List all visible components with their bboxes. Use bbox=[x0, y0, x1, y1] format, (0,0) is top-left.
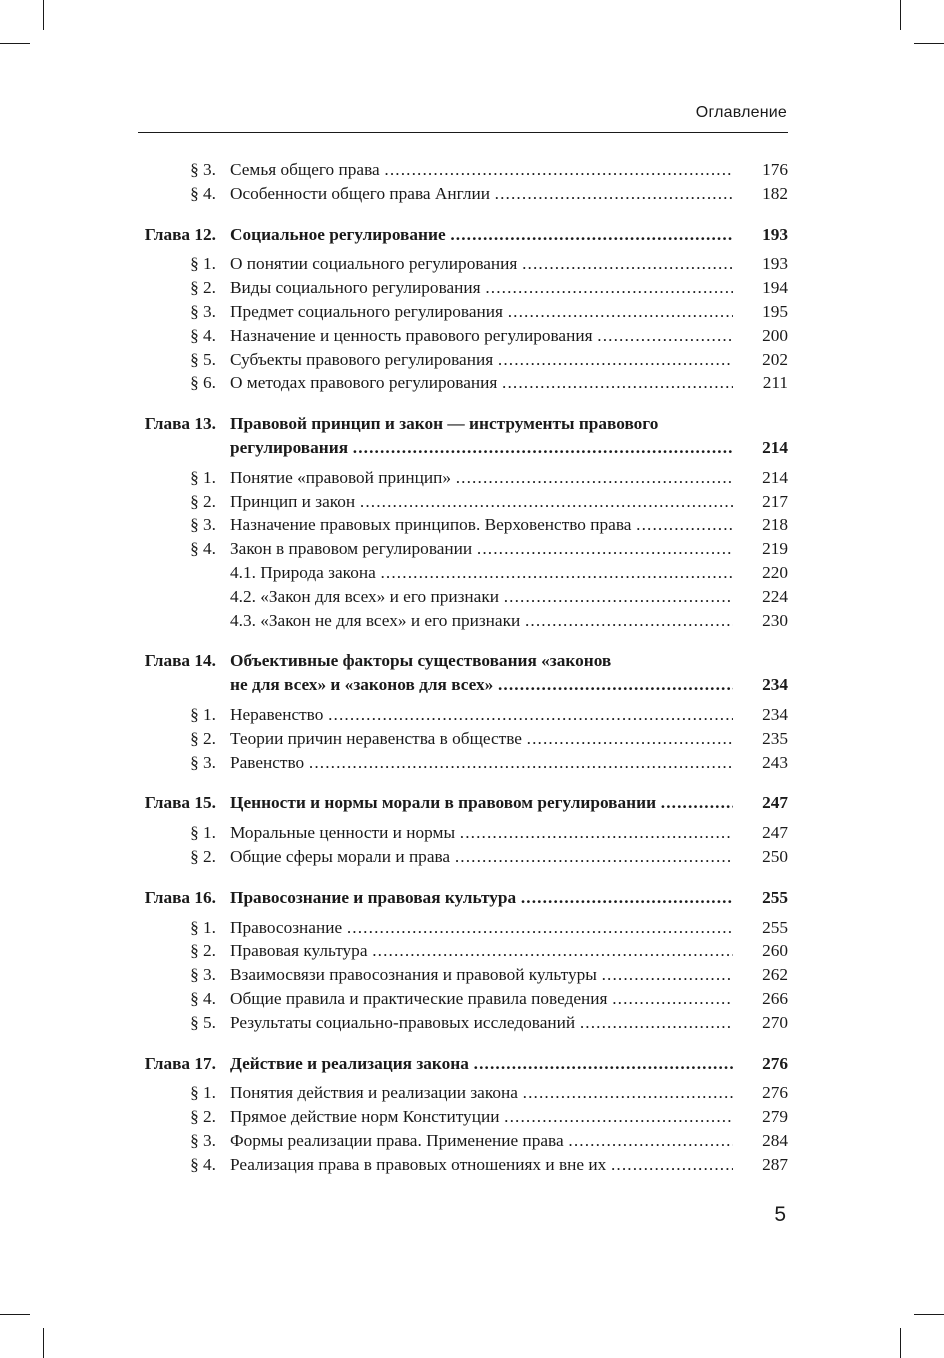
entry-title-text: Ценности и нормы морали в правовом регулировании bbox=[230, 793, 657, 813]
toc-chapter-entry[interactable] bbox=[138, 649, 788, 673]
page-ref: 195 bbox=[762, 301, 788, 321]
toc-chapter-entry[interactable] bbox=[138, 223, 788, 247]
section-number: § 4. bbox=[190, 1154, 216, 1174]
section-number: § 4. bbox=[190, 325, 216, 345]
section-number: § 3. bbox=[190, 752, 216, 772]
section-number: § 1. bbox=[190, 254, 216, 274]
page-number: 5 bbox=[774, 1203, 786, 1226]
page-ref: 287 bbox=[762, 1154, 788, 1174]
entry-title bbox=[230, 371, 733, 395]
entry-title bbox=[230, 252, 733, 276]
toc-section-entry[interactable] bbox=[138, 158, 788, 182]
entry-title bbox=[230, 1105, 733, 1129]
entry-title-text: Равенство bbox=[230, 752, 305, 772]
page-ref: 194 bbox=[762, 278, 788, 298]
entry-title bbox=[230, 963, 733, 987]
entry-title-text: Действие и реализация закона bbox=[230, 1053, 469, 1073]
crop-mark bbox=[0, 43, 30, 44]
chapter-title-text: Объективные факторы существования «законов bbox=[230, 651, 612, 671]
page-ref: 219 bbox=[762, 539, 788, 559]
section-number: § 3. bbox=[190, 515, 216, 535]
entry-title-text: Прямое действие норм Конституции bbox=[230, 1107, 500, 1127]
toc-section-entry[interactable] bbox=[138, 703, 788, 727]
running-head: Оглавление bbox=[695, 104, 787, 121]
section-number: § 3. bbox=[190, 301, 216, 321]
table-of-contents bbox=[138, 158, 788, 1176]
entry-title-text: Семья общего права bbox=[230, 160, 380, 179]
entry-title-text: Виды социального регулирования bbox=[230, 278, 481, 298]
entry-title-text: Социальное регулирование bbox=[230, 224, 446, 244]
section-number: § 2. bbox=[190, 728, 216, 748]
toc-section-entry[interactable] bbox=[138, 276, 788, 300]
chapter-title-line1 bbox=[230, 649, 733, 673]
entry-title-text: Взаимосвязи правосознания и правовой культуры bbox=[230, 965, 597, 985]
page-ref: 214 bbox=[762, 467, 788, 487]
crop-mark bbox=[43, 0, 44, 30]
page-ref: 266 bbox=[762, 988, 788, 1008]
entry-title bbox=[230, 916, 733, 940]
entry-title-text: Закон в правовом регулировании bbox=[230, 539, 473, 559]
toc-section-entry[interactable] bbox=[138, 324, 788, 348]
entry-title-text: 4.2. «Закон для всех» и его признаки bbox=[230, 586, 499, 606]
chapter-title-line1 bbox=[230, 412, 733, 436]
chapter-title-text: не для всех» и «законов для всех» bbox=[230, 675, 494, 695]
entry-title-text: О понятии социального регулирования bbox=[230, 254, 518, 274]
section-number: § 5. bbox=[190, 1012, 216, 1032]
crop-mark bbox=[0, 1314, 30, 1315]
toc-chapter-entry[interactable] bbox=[138, 412, 788, 436]
toc-chapter-entry-cont[interactable] bbox=[138, 673, 788, 697]
chapter-title-line2 bbox=[230, 436, 733, 460]
entry-title bbox=[230, 585, 733, 609]
page-ref: 247 bbox=[762, 793, 788, 813]
toc-section-entry[interactable] bbox=[138, 751, 788, 775]
entry-title-text: Правовая культура bbox=[230, 941, 368, 961]
section-number: § 3. bbox=[190, 160, 216, 179]
toc-section-entry[interactable] bbox=[138, 300, 788, 324]
entry-title bbox=[230, 1011, 733, 1035]
entry-title-text: 4.1. Природа закона bbox=[230, 562, 376, 582]
entry-title bbox=[230, 1081, 733, 1105]
page-ref: 279 bbox=[762, 1107, 788, 1127]
entry-title bbox=[230, 1052, 733, 1076]
page-ref: 262 bbox=[762, 965, 788, 985]
entry-title-text: Правосознание bbox=[230, 917, 343, 937]
page-ref: 235 bbox=[762, 728, 788, 748]
entry-title-text: Неравенство bbox=[230, 704, 324, 724]
toc-subsection-entry[interactable] bbox=[138, 609, 788, 633]
entry-title bbox=[230, 158, 733, 182]
entry-title bbox=[230, 223, 733, 247]
section-number: § 2. bbox=[190, 941, 216, 961]
section-number: § 4. bbox=[190, 183, 216, 203]
entry-title bbox=[230, 182, 733, 206]
entry-title bbox=[230, 300, 733, 324]
toc-chapter-entry[interactable] bbox=[138, 886, 788, 910]
section-number: § 5. bbox=[190, 349, 216, 369]
page-ref: 217 bbox=[762, 491, 788, 511]
section-number: § 2. bbox=[190, 278, 216, 298]
toc-section-entry[interactable] bbox=[138, 845, 788, 869]
chapter-number: Глава 17. bbox=[144, 1053, 216, 1073]
entry-title-text: Назначение и ценность правового регулирования bbox=[230, 325, 593, 345]
page-ref: 202 bbox=[762, 349, 788, 369]
page-ref: 247 bbox=[762, 823, 788, 843]
toc-section-entry[interactable] bbox=[138, 821, 788, 845]
page-ref: 214 bbox=[762, 437, 788, 457]
page-ref: 182 bbox=[762, 183, 788, 203]
chapter-title-text: Правовой принцип и закон — инструменты правового bbox=[230, 414, 659, 434]
page-ref: 218 bbox=[762, 515, 788, 535]
entry-title bbox=[230, 751, 733, 775]
entry-title-text: Результаты социально-правовых исследований bbox=[230, 1012, 576, 1032]
crop-mark bbox=[900, 1328, 901, 1358]
entry-title-text: Понятия действия и реализации закона bbox=[230, 1083, 518, 1103]
toc-section-entry[interactable] bbox=[138, 1081, 788, 1105]
entry-title bbox=[230, 1129, 733, 1153]
toc-section-entry[interactable] bbox=[138, 466, 788, 490]
section-number: § 1. bbox=[190, 467, 216, 487]
section-number: § 1. bbox=[190, 823, 216, 843]
toc-chapter-entry[interactable] bbox=[138, 1052, 788, 1076]
page-ref: 211 bbox=[762, 373, 788, 393]
toc-section-entry[interactable] bbox=[138, 916, 788, 940]
entry-title-text: Формы реализации права. Применение права bbox=[230, 1130, 564, 1150]
entry-title bbox=[230, 987, 733, 1011]
chapter-number: Глава 12. bbox=[144, 224, 216, 244]
entry-title bbox=[230, 703, 733, 727]
section-number: § 1. bbox=[190, 1083, 216, 1103]
toc-section-entry[interactable] bbox=[138, 1011, 788, 1035]
entry-title bbox=[230, 727, 733, 751]
entry-title bbox=[230, 537, 733, 561]
entry-title-text: Принцип и закон bbox=[230, 491, 356, 511]
entry-title-text: Общие сферы морали и права bbox=[230, 846, 451, 866]
chapter-title-text: регулирования bbox=[230, 437, 349, 457]
section-number: § 1. bbox=[190, 917, 216, 937]
toc-section-entry[interactable] bbox=[138, 939, 788, 963]
toc-section-entry[interactable] bbox=[138, 537, 788, 561]
entry-title-text: Субъекты правового регулирования bbox=[230, 349, 494, 369]
toc-section-entry[interactable] bbox=[138, 513, 788, 537]
entry-title-text: Предмет социального регулирования bbox=[230, 301, 503, 321]
toc-section-entry[interactable] bbox=[138, 348, 788, 372]
page-ref: 176 bbox=[762, 160, 788, 179]
entry-title-text: Понятие «правовой принцип» bbox=[230, 467, 452, 487]
toc-section-entry[interactable] bbox=[138, 727, 788, 751]
chapter-title-line2 bbox=[230, 673, 733, 697]
section-number: § 1. bbox=[190, 704, 216, 724]
crop-mark bbox=[900, 0, 901, 30]
entry-title bbox=[230, 845, 733, 869]
page-ref: 224 bbox=[762, 586, 788, 606]
entry-title bbox=[230, 939, 733, 963]
page-ref: 255 bbox=[762, 917, 788, 937]
entry-title-text: 4.3. «Закон не для всех» и его признаки bbox=[230, 610, 521, 630]
section-number: § 2. bbox=[190, 846, 216, 866]
crop-mark bbox=[43, 1328, 44, 1358]
page-ref: 230 bbox=[762, 610, 788, 630]
crop-mark bbox=[914, 1314, 944, 1315]
page-ref: 250 bbox=[762, 846, 788, 866]
page-ref: 243 bbox=[762, 752, 788, 772]
toc-section-entry[interactable] bbox=[138, 490, 788, 514]
entry-title-text: Реализация права в правовых отношениях и вне их bbox=[230, 1154, 607, 1174]
toc-section-entry[interactable] bbox=[138, 963, 788, 987]
page-ref: 284 bbox=[762, 1130, 788, 1150]
entry-title bbox=[230, 561, 733, 585]
section-number: § 6. bbox=[190, 373, 216, 393]
page-ref: 276 bbox=[762, 1083, 788, 1103]
entry-title bbox=[230, 886, 733, 910]
toc-subsection-entry[interactable] bbox=[138, 585, 788, 609]
toc-section-entry[interactable] bbox=[138, 1153, 788, 1177]
entry-title bbox=[230, 609, 733, 633]
entry-title bbox=[230, 276, 733, 300]
page-ref: 234 bbox=[762, 704, 788, 724]
entry-title-text: Особенности общего права Англии bbox=[230, 183, 490, 203]
toc-section-entry[interactable] bbox=[138, 371, 788, 395]
chapter-number: Глава 16. bbox=[144, 887, 216, 907]
entry-title-text: Моральные ценности и нормы bbox=[230, 823, 456, 843]
toc-section-entry[interactable] bbox=[138, 1105, 788, 1129]
chapter-number: Глава 13. bbox=[144, 414, 216, 434]
header-rule bbox=[138, 132, 788, 133]
entry-title bbox=[230, 466, 733, 490]
page-ref: 255 bbox=[762, 887, 788, 907]
page-ref: 276 bbox=[762, 1053, 788, 1073]
entry-title-text: Теории причин неравенства в обществе bbox=[230, 728, 522, 748]
section-number: § 3. bbox=[190, 1130, 216, 1150]
toc-subsection-entry[interactable] bbox=[138, 561, 788, 585]
entry-title bbox=[230, 513, 733, 537]
section-number: § 2. bbox=[190, 1107, 216, 1127]
entry-title bbox=[230, 821, 733, 845]
page-ref: 260 bbox=[762, 941, 788, 961]
entry-title bbox=[230, 324, 733, 348]
chapter-number: Глава 15. bbox=[144, 793, 216, 813]
entry-title-text: Правосознание и правовая культура bbox=[230, 887, 517, 907]
entry-title bbox=[230, 348, 733, 372]
section-number: § 4. bbox=[190, 539, 216, 559]
toc-section-entry[interactable] bbox=[138, 1129, 788, 1153]
toc-chapter-entry[interactable] bbox=[138, 791, 788, 815]
crop-mark bbox=[914, 43, 944, 44]
entry-title-text: Назначение правовых принципов. Верховенство права bbox=[230, 515, 632, 535]
toc-section-entry[interactable] bbox=[138, 182, 788, 206]
toc-chapter-entry-cont[interactable] bbox=[138, 436, 788, 460]
entry-title bbox=[230, 791, 733, 815]
toc-section-entry[interactable] bbox=[138, 987, 788, 1011]
entry-title bbox=[230, 1153, 733, 1177]
section-number: § 2. bbox=[190, 491, 216, 511]
page-ref: 200 bbox=[762, 325, 788, 345]
entry-title bbox=[230, 490, 733, 514]
page-ref: 193 bbox=[762, 254, 788, 274]
toc-section-entry[interactable] bbox=[138, 252, 788, 276]
entry-title-text: Общие правила и практические правила поведения bbox=[230, 988, 608, 1008]
section-number: § 4. bbox=[190, 988, 216, 1008]
chapter-number: Глава 14. bbox=[144, 651, 216, 671]
entry-title-text: О методах правового регулирования bbox=[230, 373, 498, 393]
page-ref: 193 bbox=[762, 224, 788, 244]
page-ref: 220 bbox=[762, 562, 788, 582]
section-number: § 3. bbox=[190, 965, 216, 985]
page-ref: 234 bbox=[762, 675, 788, 695]
page-ref: 270 bbox=[762, 1012, 788, 1032]
